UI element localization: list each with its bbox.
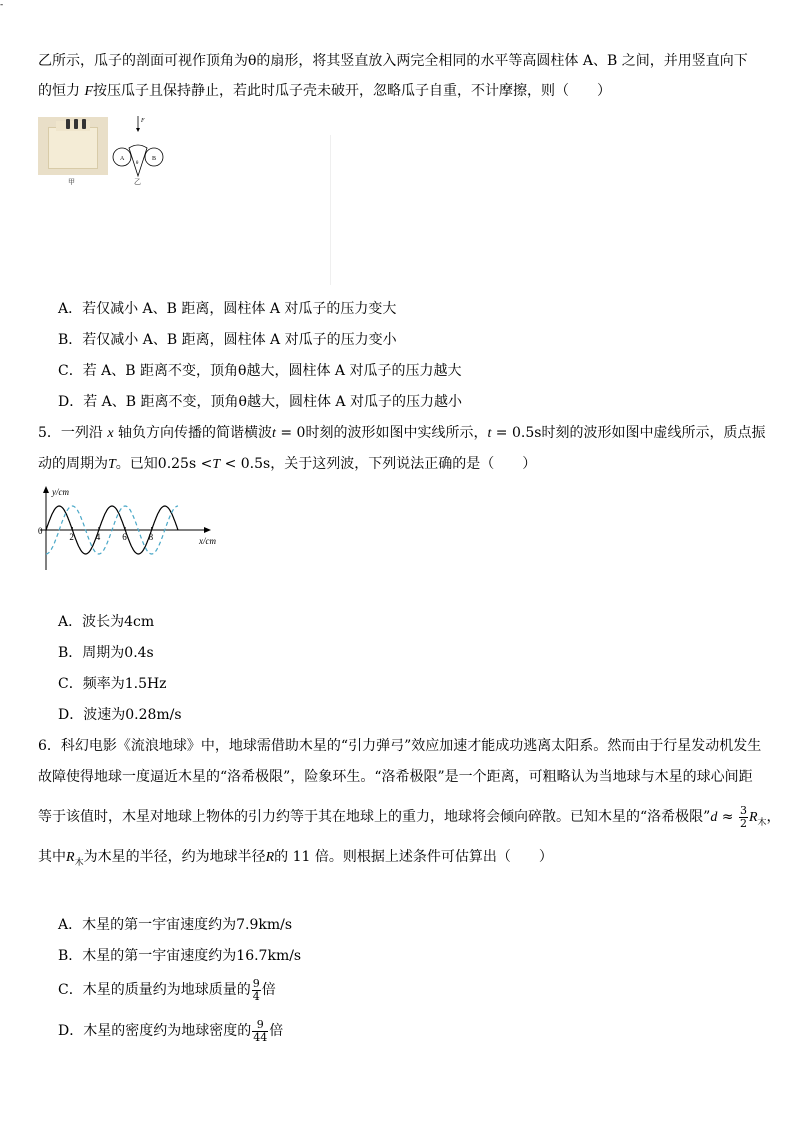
photo-seed (82, 119, 86, 129)
photo-seed (74, 119, 78, 129)
fraction-numerator: 3 (739, 803, 747, 817)
label-f: F (141, 118, 145, 124)
q5-stem-line-1 (38, 424, 765, 443)
label-a: A (120, 156, 125, 162)
fraction-nine-fortyfourths (252, 1019, 268, 1044)
option-text: C．木星的质量约为地球质量的 (58, 982, 251, 998)
x-tick-label: 2 (69, 532, 74, 542)
q6-option-a[interactable]: A．木星的第一宇宙速度约为7.9km/s (58, 917, 293, 933)
q6-text: 等于该值时，木星对地球上物体的引力约等于其在地球上的重力，地球将会倾向碎散。已知木星的“洛希极限” (38, 809, 711, 825)
q4-text: 按压瓜子且保持静止，若此时瓜子壳未破开，忽略瓜子自重，不计摩擦，则（ ） (93, 83, 612, 99)
q6-text: 其中 (38, 849, 66, 865)
var-t: t (487, 426, 492, 441)
q6-text: ， (766, 809, 781, 825)
q6-stem-line-4 (38, 848, 553, 872)
x-axis-arrow (204, 527, 211, 533)
q5-option-a[interactable]: A．波长为4cm (58, 614, 155, 630)
var-r: R (265, 850, 275, 865)
label-theta: θ (136, 161, 139, 166)
q5-text: 轴负方向传播的简谐横波 (113, 425, 273, 441)
fraction-denominator: 4 (252, 989, 260, 1003)
option-text: D．木星的密度约为地球密度的 (58, 1023, 252, 1039)
x-tick-group (69, 527, 153, 542)
q5-text: < 0.5s，关于这列波，下列说法正确的是（ ） (220, 456, 537, 472)
q6-option-d[interactable] (58, 1011, 283, 1051)
x-axis-label: x/cm (199, 536, 216, 546)
subscript-mu: 木 (757, 817, 767, 828)
x-tick-label: 4 (95, 532, 101, 542)
q5-option-c[interactable]: C．频率为1.5Hz (58, 676, 167, 692)
subscript-mu: 木 (74, 857, 84, 868)
q4-option-b[interactable]: B．若仅减小 A、B 距离，圆柱体 A 对瓜子的压力变小 (58, 332, 397, 348)
y-axis-label: y/cm (52, 487, 69, 497)
var-period: T (108, 457, 116, 472)
fraction-nine-quarters (252, 978, 261, 1003)
q6-option-b[interactable]: B．木星的第一宇宙速度约为16.7km/s (58, 948, 302, 964)
q6-stem-line-1: 6．科幻电影《流浪地球》中，地球需借助木星的“引力弹弓”效应加速才能成功逃离太阳系。然而由于行星发动机发生 (38, 738, 762, 754)
melon-seed-diagram (112, 114, 164, 184)
q5-text: = 0.5s时刻的波形如图中虚线所示，质点振 (491, 425, 766, 441)
photo-seed (66, 119, 70, 129)
q5-stem-line-2 (38, 455, 536, 474)
fraction-three-halves (739, 805, 748, 830)
origin-label: 0 (38, 526, 43, 536)
var-period: T (212, 457, 221, 472)
force-symbol: F (84, 84, 94, 99)
q4-stem-line-1: 乙所示，瓜子的剖面可视作顶角为θ的扇形，将其竖直放入两完全相同的水平等高圆柱体 A、B 之间，并用竖直向下 (38, 53, 748, 69)
x-tick-label: 8 (148, 532, 154, 542)
force-arrow-head (136, 128, 140, 132)
option-text: 倍 (269, 1023, 284, 1039)
y-axis-arrow (43, 486, 49, 493)
wave-graph (36, 484, 226, 574)
q5-option-d[interactable]: D．波速为0.28m/s (58, 707, 182, 723)
fraction-denominator: 44 (253, 1030, 268, 1044)
var-d: d (710, 810, 718, 825)
q4-option-a[interactable]: A．若仅减小 A、B 距离，圆柱体 A 对瓜子的压力变大 (58, 301, 397, 317)
var-r: R (66, 850, 75, 865)
option-text: 倍 (261, 982, 276, 998)
fraction-denominator: 2 (739, 816, 747, 830)
x-tick-label: 6 (122, 532, 127, 542)
q5-text: 。已知0.25s < (115, 456, 213, 472)
fraction-numerator: 9 (252, 976, 260, 990)
q5-option-b[interactable]: B．周期为0.4s (58, 645, 154, 661)
var-r: R (748, 810, 758, 825)
figure-label-jia: 甲 (68, 178, 75, 186)
q4-text: 的恒力 (38, 83, 85, 99)
melon-seed-photo (38, 117, 108, 175)
fraction-numerator: 9 (252, 1019, 268, 1032)
q4-option-d[interactable]: D．若 A、B 距离不变，顶角θ越大，圆柱体 A 对瓜子的压力越小 (58, 394, 462, 410)
photo-cylinder-block (48, 127, 98, 169)
q6-text: 为木星的半径，约为地球半径 (83, 849, 266, 865)
q4-option-c[interactable]: C．若 A、B 距离不变，顶角θ越大，圆柱体 A 对瓜子的压力越大 (58, 363, 462, 379)
q5-text: 5．一列沿 (38, 425, 108, 441)
q4-stem-line-2 (38, 82, 611, 101)
label-b: B (152, 156, 157, 162)
q6-text: 的 11 倍。则根据上述条件可估算出（ ） (274, 849, 553, 865)
figure-label-yi: 乙 (134, 178, 141, 186)
var-t: t (272, 426, 276, 441)
q6-stem-line-2: 故障使得地球一度逼近木星的“洛希极限”，险象环生。“洛希极限”是一个距离，可粗略认为当地球与木星的球心间距 (38, 769, 753, 785)
corner-mark: - (0, 0, 4, 10)
q6-option-c[interactable] (58, 970, 276, 1010)
q6-stem-line-3 (38, 797, 781, 843)
q5-text: = 0时刻的波形如图中实线所示， (275, 425, 488, 441)
scan-artifact-line (330, 135, 331, 285)
approx-sign: ≈ (717, 809, 738, 825)
var-x: x (107, 426, 114, 441)
q5-text: 动的周期为 (38, 456, 108, 472)
